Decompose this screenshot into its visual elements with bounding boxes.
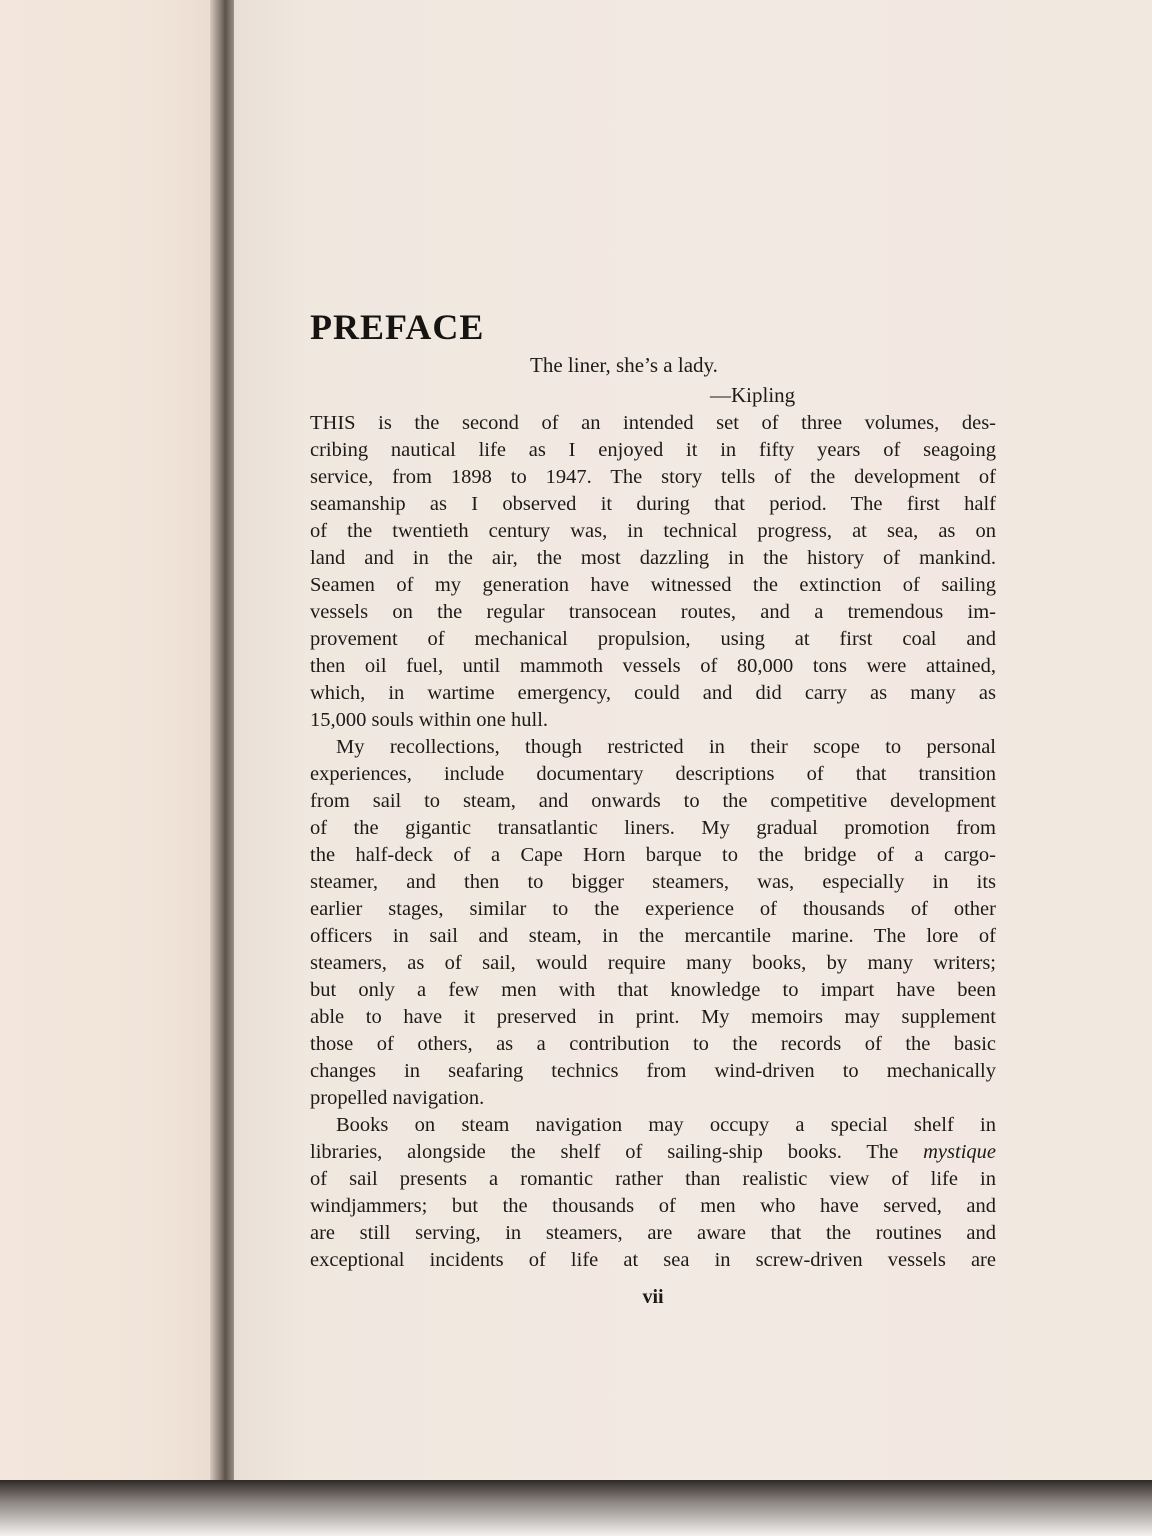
body-line: officers in sail and steam, in the mercantile marine. The lore of — [310, 925, 996, 947]
body-line: changes in seafaring technics from wind-driven to mechanically — [310, 1060, 996, 1082]
body-line: 15,000 souls within one hull. — [310, 709, 549, 731]
body-line: then oil fuel, until mammoth vessels of 80,000 tons were attained, — [310, 655, 996, 677]
body-line: cribing nautical life as I enjoyed it in fifty years of seagoing — [310, 439, 996, 461]
body-line: steamers, as of sail, would require many books, by many writers; — [310, 952, 996, 974]
body-line: propelled navigation. — [310, 1087, 485, 1109]
epigraph — [310, 350, 996, 410]
epigraph-author: —Kipling — [710, 383, 796, 407]
body-line: able to have it preserved in print. My memoirs may supplement — [310, 1006, 996, 1028]
body-line: steamer, and then to bigger steamers, was, especially in its — [310, 871, 996, 893]
body-line: earlier stages, similar to the experience of thousands of other — [310, 898, 996, 920]
body-line: the half-deck of a Cape Horn barque to the bridge of a cargo- — [310, 844, 996, 866]
body-line: exceptional incidents of life at sea in screw-driven vessels are — [310, 1249, 996, 1271]
preface-body — [310, 410, 996, 1274]
body-line: those of others, as a contribution to the records of the basic — [310, 1033, 996, 1055]
body-line: THIS is the second of an intended set of three volumes, des- — [310, 412, 996, 434]
body-line: vessels on the regular transocean routes, and a tremendous im- — [310, 601, 996, 623]
page-bottom-edge — [0, 1480, 1152, 1536]
page-title: PREFACE — [310, 307, 485, 347]
page-number: vii — [642, 1286, 664, 1308]
body-line: Books on steam navigation may occupy a special shelf in — [336, 1114, 996, 1136]
left-page — [0, 0, 222, 1482]
body-line: of sail presents a romantic rather than realistic view of life in — [310, 1168, 996, 1190]
body-line: service, from 1898 to 1947. The story tells of the development of — [310, 466, 996, 488]
body-line: are still serving, in steamers, are aware that the routines and — [310, 1222, 996, 1244]
epigraph-quote: The liner, she’s a lady. — [530, 353, 718, 377]
body-line: land and in the air, the most dazzling in the history of mankind. — [310, 547, 996, 569]
body-line: from sail to steam, and onwards to the competitive development — [310, 790, 996, 812]
body-line: which, in wartime emergency, could and did carry as many as — [310, 682, 996, 704]
body-line: windjammers; but the thousands of men who have served, and — [310, 1195, 996, 1217]
body-line: My recollections, though restricted in their scope to personal — [336, 736, 996, 758]
emphasis-mystique: mystique — [923, 1141, 996, 1163]
body-line: libraries, alongside the shelf of sailing-ship books. The mystique — [310, 1141, 996, 1163]
preface-text-block — [310, 296, 996, 1274]
body-line: but only a few men with that knowledge to impart have been — [310, 979, 996, 1001]
body-line: seamanship as I observed it during that period. The first half — [310, 493, 996, 515]
body-line: of the gigantic transatlantic liners. My gradual promotion from — [310, 817, 996, 839]
body-line: experiences, include documentary descriptions of that transition — [310, 763, 996, 785]
body-line: Seamen of my generation have witnessed the extinction of sailing — [310, 574, 996, 596]
body-line: provement of mechanical propulsion, using at first coal and — [310, 628, 996, 650]
body-line: of the twentieth century was, in technical progress, at sea, as on — [310, 520, 996, 542]
